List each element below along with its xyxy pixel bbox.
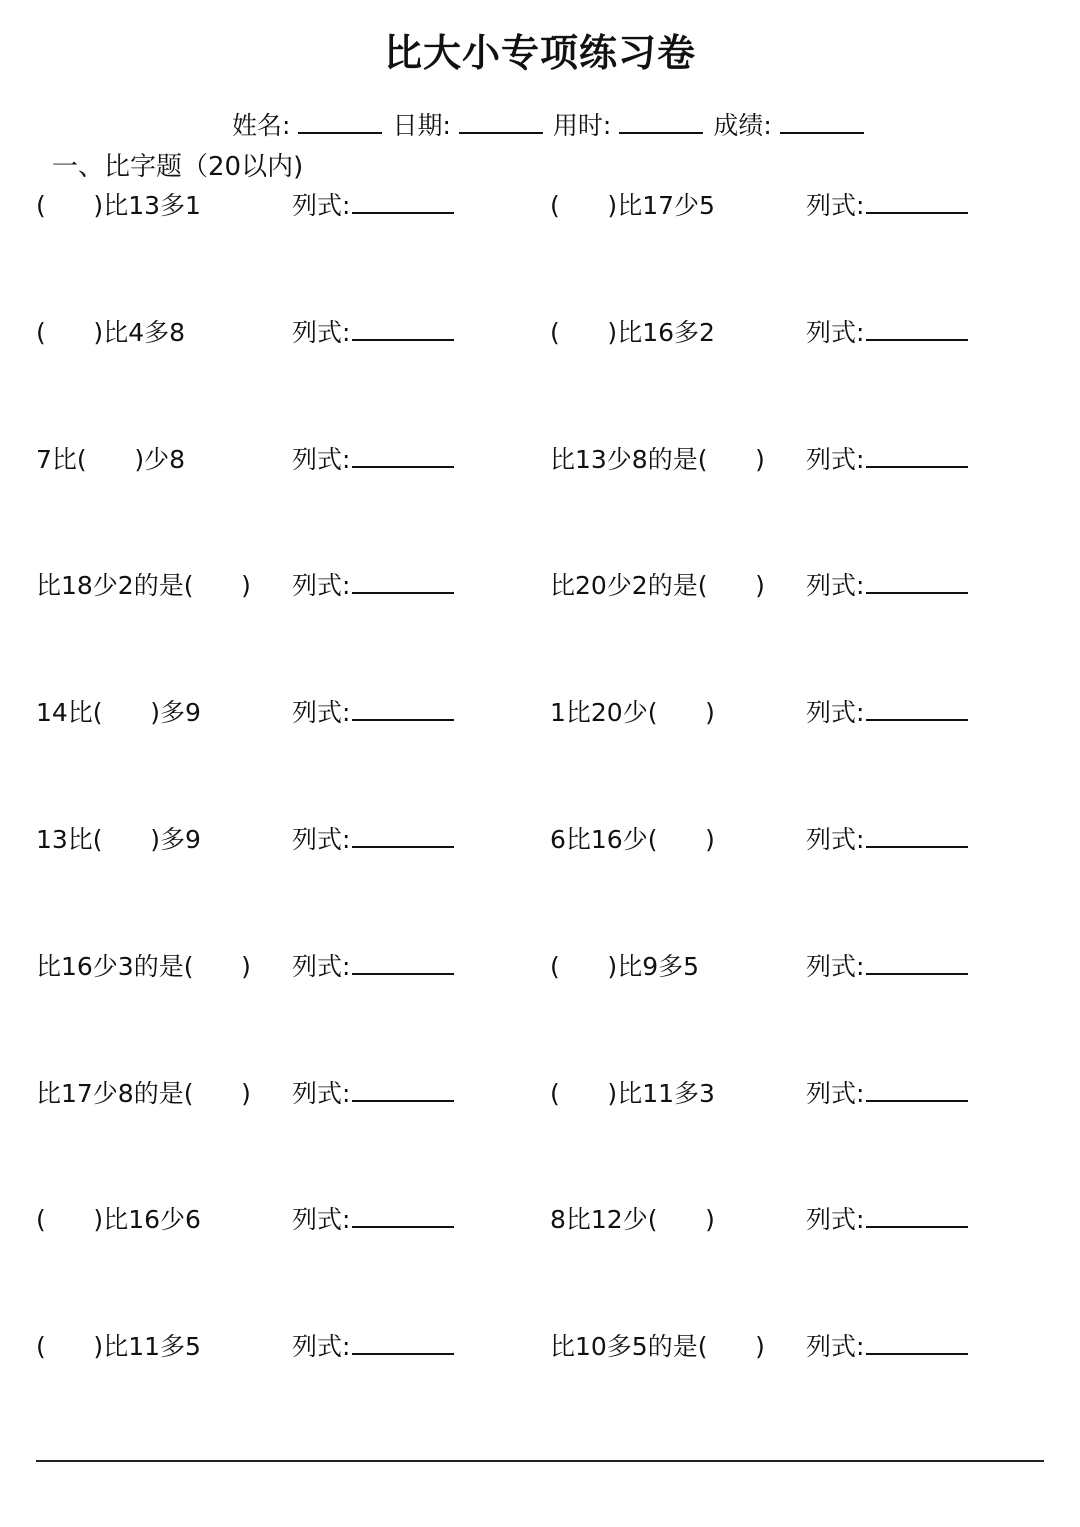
formula-label: 列式:	[292, 1332, 351, 1361]
formula-left	[292, 820, 454, 860]
time-field	[553, 106, 703, 142]
formula-blank[interactable]	[352, 440, 454, 468]
problem-row	[0, 1074, 1080, 1114]
date-field	[392, 106, 542, 142]
formula-blank[interactable]	[866, 566, 968, 594]
formula-right	[806, 693, 968, 733]
problem-row	[0, 313, 1080, 353]
problem-right: ( )比17少5	[550, 191, 715, 220]
problem-row	[0, 1327, 1080, 1367]
formula-right	[806, 186, 968, 226]
formula-label: 列式:	[806, 191, 865, 220]
formula-label: 列式:	[806, 1205, 865, 1234]
problem-left: 13比( )多9	[36, 825, 201, 854]
problem-right: 8比12少( )	[550, 1205, 715, 1234]
problem-row	[0, 566, 1080, 606]
formula-right	[806, 1327, 968, 1367]
formula-left	[292, 1200, 454, 1240]
date-blank[interactable]	[459, 110, 543, 134]
formula-left	[292, 947, 454, 987]
problem-right: 6比16少( )	[550, 825, 715, 854]
formula-label: 列式:	[292, 1205, 351, 1234]
formula-label: 列式:	[806, 1079, 865, 1108]
formula-label: 列式:	[806, 698, 865, 727]
formula-blank[interactable]	[866, 1327, 968, 1355]
problem-right: ( )比9多5	[550, 952, 699, 981]
formula-label: 列式:	[806, 1332, 865, 1361]
problem-left: 7比( )少8	[36, 445, 185, 474]
problem-row	[0, 820, 1080, 860]
formula-left	[292, 440, 454, 480]
problem-left: ( )比11多5	[36, 1332, 201, 1361]
name-blank[interactable]	[298, 110, 382, 134]
problem-row	[0, 1200, 1080, 1240]
formula-left	[292, 1327, 454, 1367]
formula-right	[806, 1200, 968, 1240]
date-label: 日期:	[392, 111, 451, 140]
formula-left	[292, 186, 454, 226]
time-label: 用时:	[552, 111, 612, 140]
formula-label: 列式:	[806, 318, 865, 347]
name-label: 姓名:	[232, 111, 291, 140]
formula-right	[806, 820, 968, 860]
formula-label: 列式:	[292, 952, 351, 981]
formula-blank[interactable]	[352, 1200, 454, 1228]
formula-blank[interactable]	[866, 440, 968, 468]
formula-blank[interactable]	[866, 947, 968, 975]
formula-left	[292, 313, 454, 353]
formula-blank[interactable]	[866, 1074, 968, 1102]
problem-row	[0, 186, 1080, 226]
formula-blank[interactable]	[352, 1327, 454, 1355]
problem-row	[0, 440, 1080, 480]
formula-label: 列式:	[292, 318, 351, 347]
formula-label: 列式:	[292, 698, 351, 727]
formula-blank[interactable]	[352, 566, 454, 594]
problem-right: 1比20少( )	[550, 698, 715, 727]
score-blank[interactable]	[780, 110, 864, 134]
problem-right: 比13少8的是( )	[550, 445, 765, 474]
formula-blank[interactable]	[352, 313, 454, 341]
formula-blank[interactable]	[352, 693, 454, 721]
formula-label: 列式:	[292, 1079, 351, 1108]
formula-blank[interactable]	[352, 186, 454, 214]
formula-label: 列式:	[806, 571, 865, 600]
problem-left: 比17少8的是( )	[36, 1079, 251, 1108]
score-field	[713, 106, 863, 142]
formula-label: 列式:	[292, 825, 351, 854]
formula-blank[interactable]	[352, 947, 454, 975]
problem-right: 比20少2的是( )	[550, 571, 765, 600]
problem-right: ( )比16多2	[550, 318, 715, 347]
formula-blank[interactable]	[866, 186, 968, 214]
formula-label: 列式:	[806, 825, 865, 854]
formula-blank[interactable]	[866, 313, 968, 341]
formula-blank[interactable]	[866, 693, 968, 721]
problem-row	[0, 693, 1080, 733]
formula-blank[interactable]	[866, 820, 968, 848]
time-blank[interactable]	[619, 110, 703, 134]
worksheet-title: 比大小专项练习卷	[383, 31, 696, 75]
problem-right: ( )比11多3	[550, 1079, 715, 1108]
name-field	[232, 106, 382, 142]
formula-label: 列式:	[806, 445, 865, 474]
formula-label: 列式:	[292, 445, 351, 474]
formula-left	[292, 1074, 454, 1114]
problem-left: ( )比4多8	[36, 318, 185, 347]
formula-blank[interactable]	[352, 820, 454, 848]
score-label: 成绩:	[713, 111, 772, 140]
formula-right	[806, 947, 968, 987]
problem-row	[0, 947, 1080, 987]
problem-left: ( )比16少6	[36, 1205, 201, 1234]
problem-left: 比18少2的是( )	[36, 571, 251, 600]
student-info-bar	[232, 106, 874, 142]
formula-left	[292, 566, 454, 606]
formula-left	[292, 693, 454, 733]
problem-left: 14比( )多9	[36, 698, 201, 727]
formula-right	[806, 440, 968, 480]
formula-label: 列式:	[806, 952, 865, 981]
formula-right	[806, 1074, 968, 1114]
formula-label: 列式:	[292, 571, 351, 600]
section-title: 一、比字题（20以内)	[52, 152, 304, 182]
problem-left: ( )比13多1	[36, 191, 201, 220]
formula-right	[806, 566, 968, 606]
formula-blank[interactable]	[866, 1200, 968, 1228]
problem-left: 比16少3的是( )	[36, 952, 251, 981]
footer-divider	[36, 1460, 1044, 1462]
formula-label: 列式:	[292, 191, 351, 220]
formula-right	[806, 313, 968, 353]
formula-blank[interactable]	[352, 1074, 454, 1102]
problem-right: 比10多5的是( )	[550, 1332, 765, 1361]
